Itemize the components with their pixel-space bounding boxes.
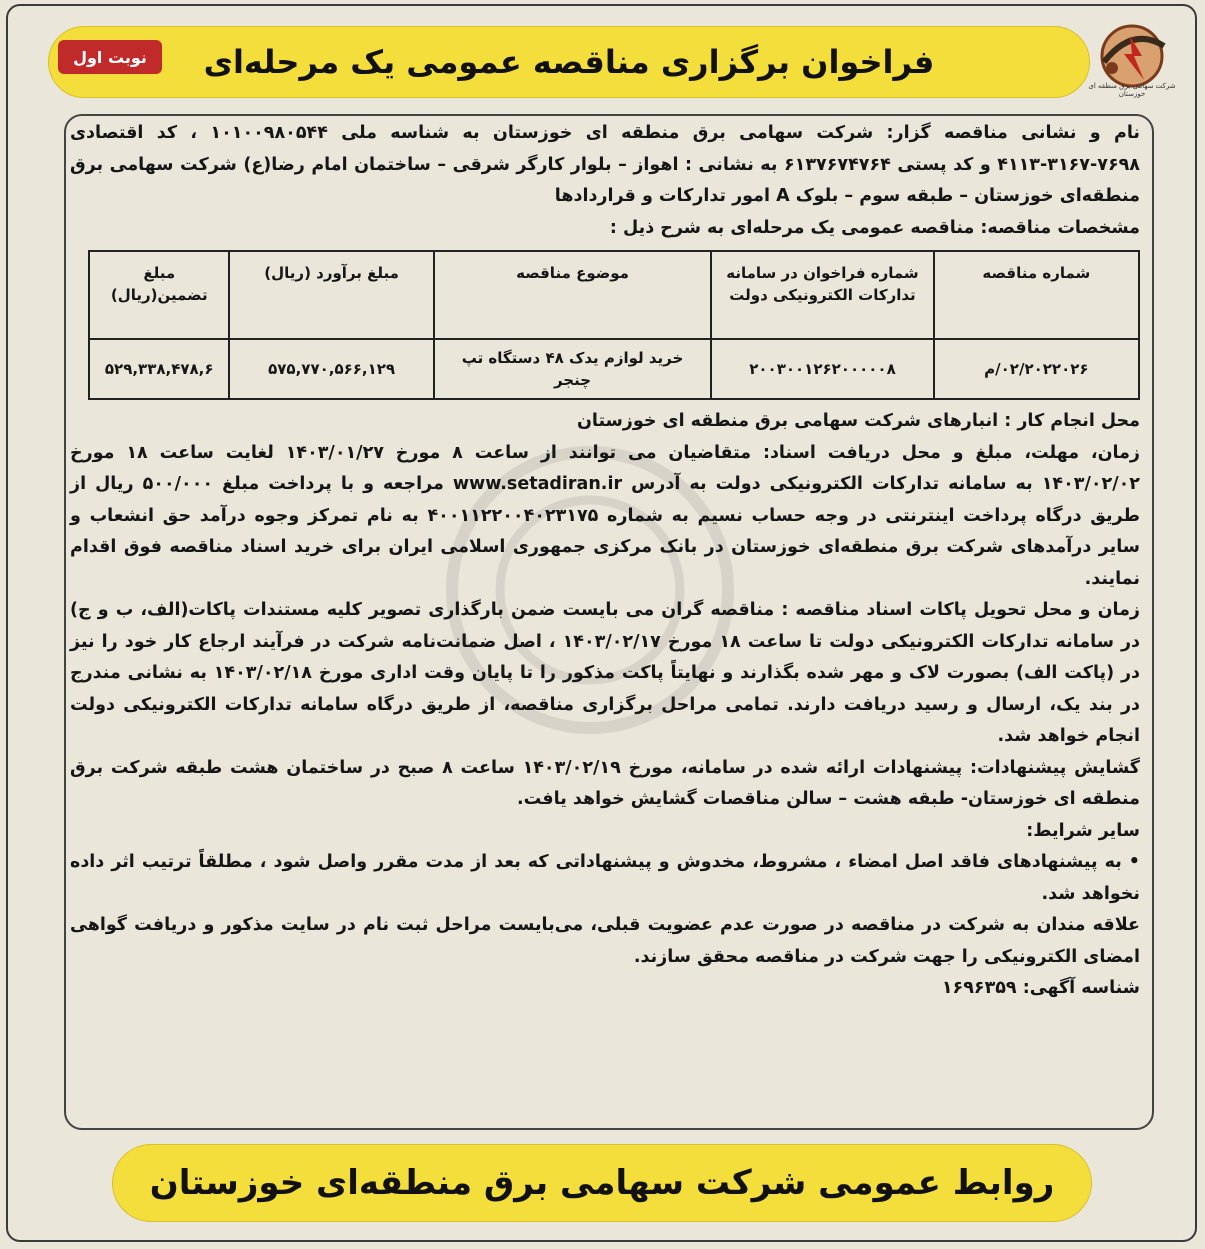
table-cell-subject: خرید لوازم یدک ۴۸ دستگاه تپ چنجر — [434, 339, 711, 399]
header-banner — [48, 26, 1090, 98]
table-cell-tender-number: ۰۲/۲۰۲۲۰۲۶/م — [934, 339, 1139, 399]
footer-title: روابط عمومی شرکت سهامی برق منطقه‌ای خوزستان — [149, 1163, 1055, 1203]
announcement-body — [70, 118, 1140, 1005]
notice-round-badge: نوبت اول — [58, 40, 162, 74]
document-receipt-paragraph: زمان، مهلت، مبلغ و محل دریافت اسناد: متقاضیان می توانند از ساعت ۸ مورخ ۱۴۰۳/۰۱/۲۷ لغایت ساعت ۱۸ مورخ ۱۴۰۳/۰۲/۰۲ به سامانه تدارکات الکترونیکی دولت به آدرس www.setadiran.ir مراجعه و با پرداخت مبلغ ۵۰۰/۰۰۰ ریال از طریق درگاه پرداخت اینترنتی در وجه حساب نسیم به شماره ۴۰۰۱۱۲۲۰۰۴۰۲۳۱۷۵ به نام تمرکز وجوه درآمد حق انشعاب و سایر درآمدهای شرکت برق منطقه‌ای خوزستان در بانک مرکزی جمهوری اسلامی ایران برای خرید اسناد مناقصه فوق اقدام نمایند. — [70, 442, 1140, 589]
work-location-paragraph: محل انجام کار : انبارهای شرکت سهامی برق منطقه ای خوزستان — [576, 411, 1140, 431]
other-conditions-label: سایر شرایط: — [1026, 820, 1140, 841]
logo-caption: شرکت سهامی برق منطقه ای خوزستان — [1088, 82, 1176, 98]
table-cell-estimate: ۵۷۵,۷۷۰,۵۶۶,۱۲۹ — [229, 339, 433, 399]
page-title: فراخوان برگزاری مناقصه عمومی یک مرحله‌ای — [203, 43, 935, 81]
table-row — [89, 339, 1139, 399]
table-header-cell: مبلغ تضمین(ریال) — [89, 251, 229, 339]
footer-banner — [112, 1144, 1092, 1222]
tender-spec-label: مشخصات مناقصه: مناقصه عمومی یک مرحله‌ای به شرح ذیل : — [609, 217, 1140, 238]
table-header-row — [89, 251, 1139, 339]
condition-bullet: • به پیشنهادهای فاقد اصل امضاء ، مشروط، مخدوش و پیشنهاداتی که بعد از مدت مقرر واصل شود ، مطلقاً ترتیب اثر داده نخواهد شد. — [70, 852, 1140, 904]
table-header-cell: شماره مناقصه — [934, 251, 1139, 339]
table-header-cell: مبلغ برآورد (ریال) — [229, 251, 433, 339]
table-cell-call-number: ۲۰۰۳۰۰۱۲۶۲۰۰۰۰۰۸ — [711, 339, 933, 399]
tenderer-address-paragraph: نام و نشانی مناقصه گزار: شرکت سهامی برق منطقه ای خوزستان به شناسه ملی ۱۰۱۰۰۹۸۰۵۴۴ ، کد اقتصادی ۷۶۹۸-۳۱۶۷-۴۱۱۳ و کد پستی ۶۱۳۷۶۷۴۷۶۴ به نشانی : اهواز – بلوار کارگر شرقی – ساختمان امام رضا(ع) شرکت سهامی برق منطقه‌ای خوزستان – طبقه سوم – بلوک A امور تدارکات و قراردادها — [70, 123, 1140, 206]
table-header-cell: شماره فراخوان در سامانه تدارکات الکترونیکی دولت — [711, 251, 933, 339]
registration-paragraph: علاقه مندان به شرکت در مناقصه در صورت عدم عضویت قبلی، می‌بایست مراحل ثبت نام در سایت مذکور و دریافت گواهی امضای الکترونیکی را جهت شرکت در مناقصه محقق سازند. — [70, 915, 1140, 967]
table-cell-guarantee: ۵۲۹,۳۳۸,۴۷۸,۶ — [89, 339, 229, 399]
ad-id: شناسه آگهی: ۱۶۹۶۳۵۹ — [941, 978, 1140, 998]
opening-paragraph: گشایش پیشنهادات: پیشنهادات ارائه شده در سامانه، مورخ ۱۴۰۳/۰۲/۱۹ ساعت ۸ صبح در ساختمان هشت طبقه شرکت برق منطقه ای خوزستان- طبقه هشت – سالن مناقصات گشایش خواهد یافت. — [70, 757, 1140, 809]
submission-paragraph: زمان و محل تحویل پاکات اسناد مناقصه : مناقصه گران می بایست ضمن بارگذاری تصویر کلیه مستندات پاکات(الف، ب و ج) در سامانه تدارکات الکترونیکی دولت تا ساعت ۱۸ مورخ ۱۴۰۳/۰۲/۱۷ ، اصل ضمانت‌نامه شرکت در فرآیند ارجاع کار خود را نیز در (پاکت الف) بصورت لاک و مهر شده بگذارند و نهایتاً پاکت مذکور را تا پایان وقت اداری مورخ ۱۴۰۳/۰۲/۱۸ به نشانی مندرج در بند یک، ارسال و رسید دریافت دارند. تمامی مراحل برگزاری مناقصه، از طریق درگاه سامانه تدارکات الکترونیکی دولت انجام خواهد شد. — [70, 600, 1141, 746]
tender-spec-table — [88, 250, 1140, 400]
table-header-cell: موضوع مناقصه — [434, 251, 711, 339]
